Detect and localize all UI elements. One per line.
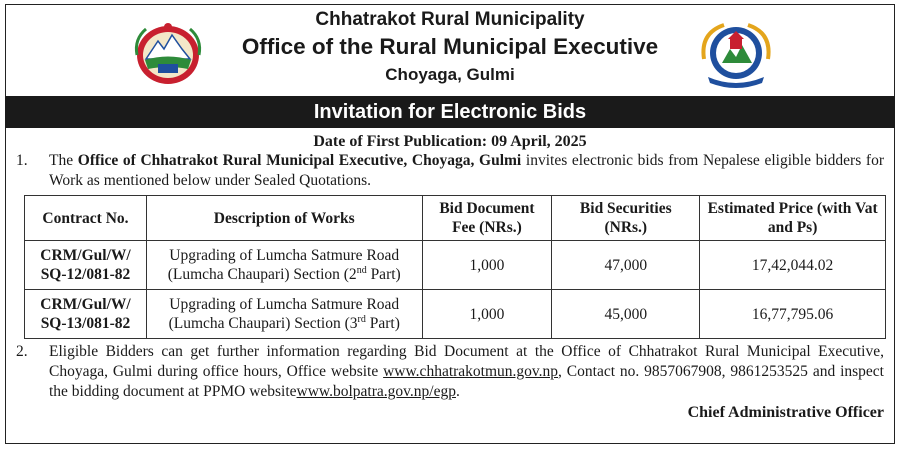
item-2-text-b: , Contact no. 9857067908, 9861253525 and inspect the bidding document at PPMO website [49,363,884,400]
header-estimated-price: Estimated Price (with Vat and Ps) [700,196,886,241]
item-2 [6,342,894,402]
contract-no-line2: SQ-12/081-82 [40,266,131,283]
banner-title: Invitation for Electronic Bids [5,96,895,128]
description-ordinal: nd [356,264,367,276]
municipality-logo-icon [696,19,776,91]
item-1-rest: invites electronic bids from Nepalese eligible bidders for Work as mentioned below under Sealed Quotations. [49,152,884,189]
office-name: Office of the Rural Municipal Executive [241,34,659,59]
item-2-text-a: Eligible Bidders can get further information regarding Bid Document at the Office of Chhatrakot Rural Municipal Executive, Choyaga, Gulmi during office hours, Office website [49,343,884,380]
description-cell [146,241,422,290]
bid-fee-cell: 1,000 [422,290,552,339]
item-1-org: Office of Chhatrakot Rural Municipal Executive, Choyaga, Gulmi [77,152,522,169]
contract-no-cell [25,290,147,339]
table-header-row [25,196,886,241]
header-bid-securities: Bid Securities (NRs.) [552,196,700,241]
office-website-link[interactable]: www.chhatrakotmun.gov.np [383,363,559,380]
office-location: Choyaga, Gulmi [385,65,515,84]
header-bid-fee: Bid Document Fee (NRs.) [422,196,552,241]
notice-page [5,4,895,444]
description-line2-end: Part) [366,266,401,283]
bids-table [24,195,886,339]
bid-security-cell: 45,000 [552,290,700,339]
item-2-text-c: . [455,383,460,400]
item-1-number: 1. [16,152,28,169]
header [6,5,894,96]
description-line2: (Lumcha Chaupari) Section (2 [167,266,357,283]
description-ordinal: rd [357,313,366,325]
item-1-lead: The [49,152,74,169]
description-line2-end: Part) [365,315,400,332]
estimated-price-cell: 17,42,044.02 [700,241,886,290]
publication-date-value: 09 April, 2025 [491,133,587,150]
estimated-price-cell: 16,77,795.06 [700,290,886,339]
description-line1: Upgrading of Lumcha Satmure Road [169,296,400,313]
description-cell [146,290,422,339]
signoff: Chief Administrative Officer [687,404,884,421]
bid-fee-cell: 1,000 [422,241,552,290]
publication-label: Date of First Publication: [313,133,488,150]
contract-no-cell [25,241,147,290]
description-line1: Upgrading of Lumcha Satmure Road [169,247,400,264]
header-description: Description of Works [146,196,422,241]
contract-no-line1: CRM/Gul/W/ [40,296,131,313]
item-2-number: 2. [16,343,28,360]
table-row [25,290,886,339]
item-1 [6,151,894,191]
ppmo-website-link[interactable]: www.bolpatra.gov.np/egp [296,383,456,400]
contract-no-line1: CRM/Gul/W/ [40,247,131,264]
publication-date [6,132,894,151]
bid-security-cell: 47,000 [552,241,700,290]
table-row [25,241,886,290]
contract-no-line2: SQ-13/081-82 [40,315,131,332]
municipality-name: Chhatrakot Rural Municipality [315,9,585,30]
header-contract-no: Contract No. [25,196,147,241]
description-line2: (Lumcha Chaupari) Section (3 [168,315,358,332]
